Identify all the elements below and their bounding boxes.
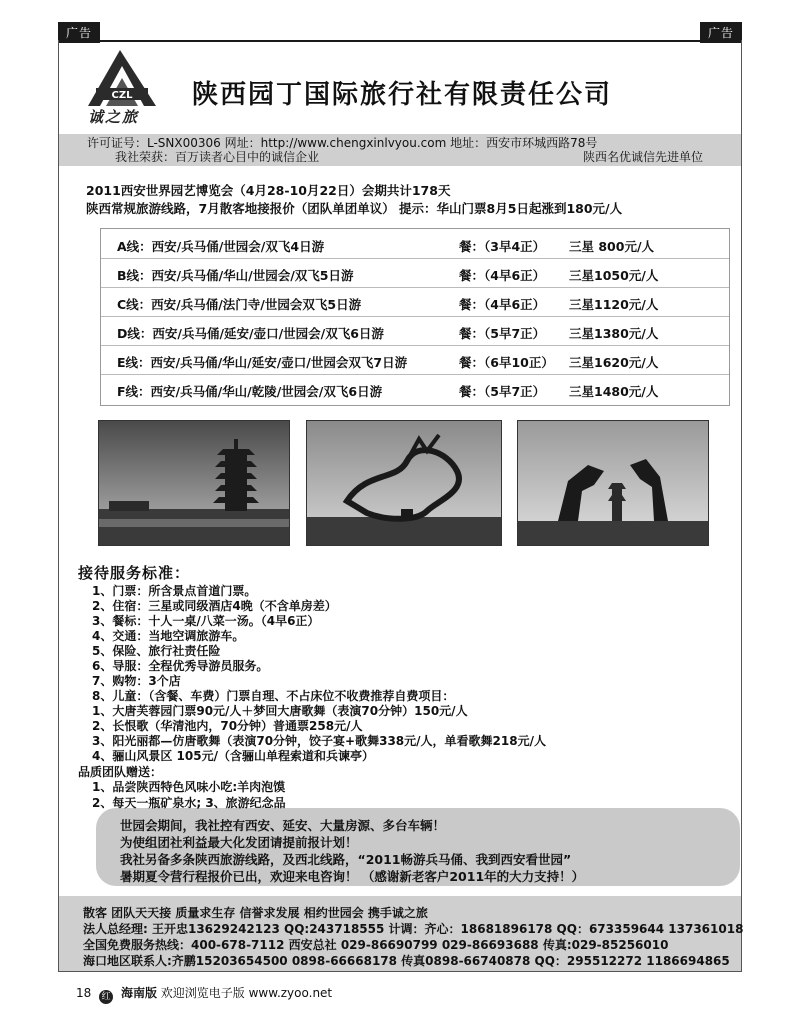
photo-pagoda <box>98 420 290 546</box>
route-price: 三星1620元/人 <box>569 355 659 370</box>
route-meal: 餐：（4早6正） <box>459 297 546 312</box>
route-divider <box>101 287 729 288</box>
info-bar <box>59 134 741 166</box>
contact-slogan: 散客 团队天天接 质量求生存 信誉求发展 相约世园会 携手诚之旅 <box>83 906 428 920</box>
page-footer <box>76 984 332 1004</box>
route-price: 三星 800元/人 <box>569 239 655 254</box>
route-meal: 餐：（4早6正） <box>459 268 546 283</box>
route-row <box>117 237 655 255</box>
info-line-2-right: 陕西名优诚信先进单位 <box>583 150 704 164</box>
route-table <box>100 228 730 406</box>
photo-sculpture <box>306 420 502 546</box>
route-meal: 餐：（3早4正） <box>459 239 546 254</box>
service-item: 7、购物：3个店 <box>92 674 181 688</box>
optional-item: 3、阳光丽都—仿唐歌舞（表演70分钟，饺子宴+歌舞338元/人，单看歌舞218元/人 <box>92 734 546 748</box>
logo-text: 诚之旅 <box>88 108 140 126</box>
service-item: 8、儿童：（含餐、车费）门票自理、不占床位不收费推荐自费项目： <box>92 689 455 703</box>
route-divider <box>101 345 729 346</box>
route-name: D线：西安/兵马俑/延安/壶口/世园会/双飞6日游 <box>117 326 384 341</box>
route-name: B线：西安/兵马俑/华山/世园会/双飞5日游 <box>117 268 354 283</box>
gift-item: 2、每天一瓶矿泉水; 3、旅游纪念品 <box>92 796 286 810</box>
route-row <box>117 324 659 342</box>
optional-item: 4、骊山风景区 105元/（含骊山单程索道和兵谏亭） <box>92 749 374 763</box>
contact-line: 法人总经理: 王开忠13629242123 QQ:243718555 计调：齐心：18681896178 QQ：673359644 137361018 <box>83 922 744 936</box>
contact-bar <box>59 896 744 971</box>
route-price: 三星1050元/人 <box>569 268 659 283</box>
optional-item: 2、长恨歌（华清池内，70分钟）普通票258元/人 <box>92 719 363 733</box>
route-price: 三星1380元/人 <box>569 326 659 341</box>
edition-name: 海南版 <box>120 986 157 1000</box>
footer-text: 欢迎浏览电子版 www.zyoo.net <box>160 986 333 1000</box>
route-row <box>117 295 659 313</box>
logo-badge-text: CZL <box>111 90 133 101</box>
route-divider <box>101 316 729 317</box>
gift-title: 品质团队赠送： <box>78 765 163 779</box>
route-row <box>117 353 659 371</box>
route-name: A线：西安/兵马俑/世园会/双飞4日游 <box>117 239 325 254</box>
service-item: 5、保险、旅行社责任险 <box>92 644 221 658</box>
notice-line: 我社另备多条陕西旅游线路，及西北线路，“2011畅游兵马俑、我到西安看世园” <box>120 852 572 867</box>
route-name: C线：西安/兵马俑/法门寺/世园会双飞5日游 <box>117 297 362 312</box>
promo-line-1: 2011西安世界园艺博览会（4月28-10月22日）会期共计178天 <box>86 183 451 198</box>
ad-tag-left: 广告 <box>58 22 100 43</box>
contact-line: 全国免费服务热线：400-678-7112 西安总社 029-86690799 029-86693688 传真:029-85256010 <box>83 938 669 952</box>
gift-item: 1、品尝陕西特色风味小吃:羊肉泡馍 <box>92 780 286 794</box>
notice-box <box>96 808 740 886</box>
info-line-2-left: 我社荣获：百万读者心目中的诚信企业 <box>115 150 320 164</box>
logo-mark-icon <box>86 48 158 108</box>
info-line-1: 许可证号：L-SNX00306 网址：http://www.chengxinlvyou.com 地址：西安市环城西路78号 <box>87 136 598 150</box>
route-price: 三星1120元/人 <box>569 297 659 312</box>
service-item: 2、住宿：三星或同级酒店4晚（不含单房差） <box>92 599 337 613</box>
route-row <box>117 382 659 400</box>
route-meal: 餐：（5早7正） <box>459 326 546 341</box>
service-item: 6、导服：全程优秀导游员服务。 <box>92 659 269 673</box>
promo-line-2: 陕西常规旅游线路，7月散客地接报价（团队单团单议） 提示：华山门票8月5日起涨到180元/人 <box>86 201 623 216</box>
route-divider <box>101 374 729 375</box>
route-divider <box>101 258 729 259</box>
route-row <box>117 266 659 284</box>
page-number: 18 <box>76 986 92 1000</box>
edition-badge: 红 <box>99 990 113 1004</box>
notice-line: 暑期夏令营行程报价已出，欢迎来电咨询！ （感谢新老客户2011年的大力支持！） <box>120 869 585 884</box>
route-meal: 餐：（6早10正） <box>459 355 554 370</box>
notice-line: 世园会期间，我社控有西安、延安、大量房源、多台车辆！ <box>120 818 446 833</box>
route-price: 三星1480元/人 <box>569 384 659 399</box>
notice-line: 为使组团社利益最大化发团请提前报计划！ <box>120 835 358 850</box>
route-name: F线：西安/兵马俑/华山/乾陵/世园会/双飞6日游 <box>117 384 383 399</box>
service-item: 4、交通：当地空调旅游车。 <box>92 629 245 643</box>
services-title: 接待服务标准： <box>78 564 191 582</box>
route-meal: 餐：（5早7正） <box>459 384 546 399</box>
service-item: 1、门票：所含景点首道门票。 <box>92 584 257 598</box>
service-item: 3、餐标：十人一桌/八菜一汤。（4早6正） <box>92 614 320 628</box>
optional-item: 1、大唐芙蓉园门票90元/人＋梦回大唐歌舞（表演70分钟）150元/人 <box>92 704 468 718</box>
route-name: E线：西安/兵马俑/华山/延安/壶口/世园会双飞7日游 <box>117 355 408 370</box>
photo-hands <box>517 420 709 546</box>
contact-line: 海口地区联系人:齐鹏15203654500 0898-66668178 传真0898-66740878 QQ：295512272 1186694865 <box>83 954 730 968</box>
ad-tag-right: 广告 <box>700 22 742 43</box>
company-name: 陕西园丁国际旅行社有限责任公司 <box>192 80 613 110</box>
